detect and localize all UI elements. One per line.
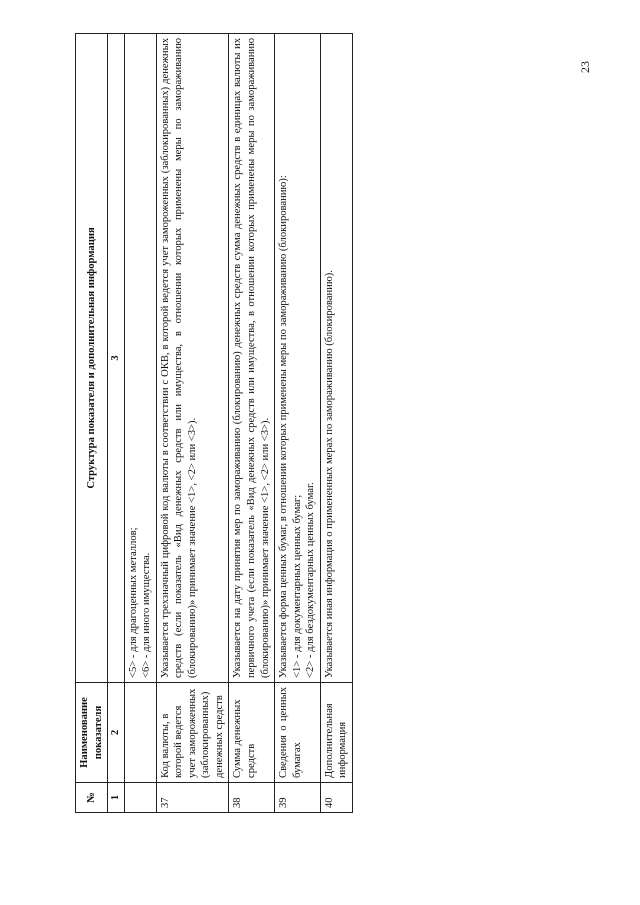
column-index-row bbox=[108, 34, 125, 813]
header-structure: Структура показателя и дополнительная информация bbox=[76, 34, 108, 683]
cell-structure: Указывается иная информация о примененных мерах по замораживанию (блокированию). bbox=[320, 34, 352, 683]
cell-num bbox=[124, 783, 156, 813]
cell-name: Дополнительная информация bbox=[320, 683, 352, 783]
rotated-table-container bbox=[75, 33, 365, 813]
text-line: <5> - для драгоценных металлов; bbox=[127, 527, 139, 678]
cell-num: 37 bbox=[156, 783, 229, 813]
cell-structure: Указывается на дату принятия мер по замораживанию (блокированию) денежных средств сумма денежных средств в единицах валюты их первичного учета (если показатель «Вид денежных средств или имущества, в отношении которых применены меры по замораживанию (блокированию)» принимает значение <1>, <2> или <3>). bbox=[229, 34, 275, 683]
cell-num: 39 bbox=[275, 783, 321, 813]
table-row-40 bbox=[320, 34, 352, 813]
cell-num: 40 bbox=[320, 783, 352, 813]
table-row-38 bbox=[229, 34, 275, 813]
cell-structure bbox=[275, 34, 321, 683]
cell-name bbox=[124, 683, 156, 783]
page-number: 23 bbox=[578, 61, 592, 73]
column-index-3: 3 bbox=[108, 34, 125, 683]
column-index-2: 2 bbox=[108, 683, 125, 783]
cell-name: Сумма денежных средств bbox=[229, 683, 275, 783]
column-index-1: 1 bbox=[108, 783, 125, 813]
table-row-continuation bbox=[124, 34, 156, 813]
table-header-row bbox=[76, 34, 108, 813]
indicator-table bbox=[75, 33, 353, 813]
table-row-39 bbox=[275, 34, 321, 813]
cell-num: 38 bbox=[229, 783, 275, 813]
header-num: № bbox=[76, 783, 108, 813]
rotated-page bbox=[75, 33, 365, 813]
cell-structure bbox=[124, 34, 156, 683]
header-name: Наименование показателя bbox=[76, 683, 108, 783]
table-row-37 bbox=[156, 34, 229, 813]
text-line: <6> - для иного имущества. bbox=[141, 552, 153, 678]
cell-name: Сведения о ценных бумагах bbox=[275, 683, 321, 783]
text-line: <1> - для документарных ценных бумаг; bbox=[291, 494, 303, 678]
text-line: <2> - для бездокументарных ценных бумаг. bbox=[305, 482, 317, 678]
cell-name: Код валюты, в которой ведется учет замороженных (заблокированных) денежных средств bbox=[156, 683, 229, 783]
cell-structure: Указывается трехзначный цифровой код валюты в соответствии с ОКВ, в которой ведется учет замороженных (заблокированных) денежных средств (если показатель «Вид денежных средств или имущества, в отношении которых применены меры по замораживанию (блокированию)» принимает значение <1>, <2> или <3>). bbox=[156, 34, 229, 683]
text-line: Указывается форма ценных бумаг, в отношении которых применены меры по замораживанию (блокированию): bbox=[278, 175, 290, 678]
